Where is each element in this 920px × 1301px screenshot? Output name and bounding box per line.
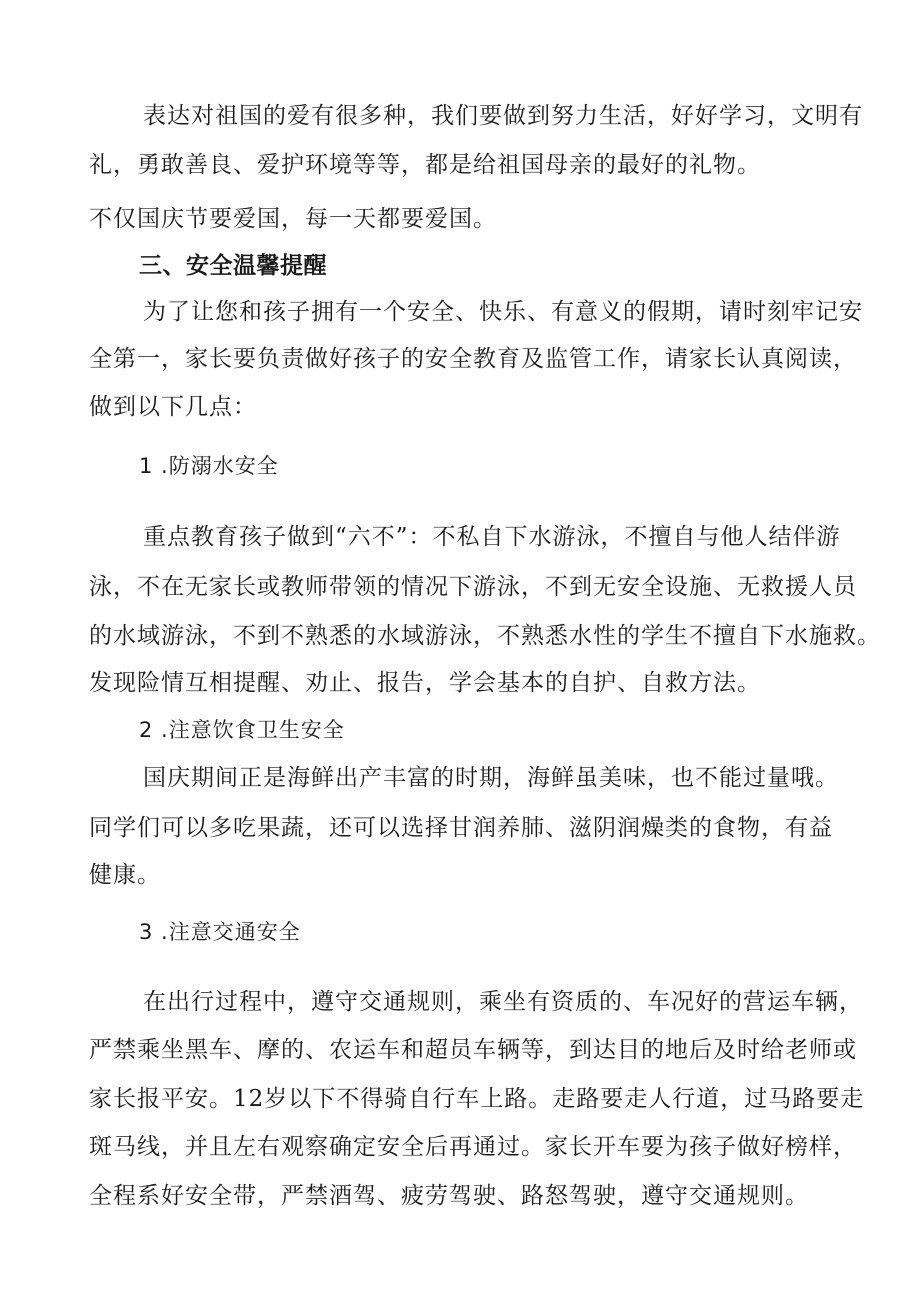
item-3-line-3: 家长报平安。12岁以下不得骑自行车上路。走路要走人行道，过马路要走 [89, 1086, 865, 1112]
section-intro-line-3: 做到以下几点： [89, 394, 257, 420]
intro-line-1: 表达对祖国的爱有很多种，我们要做到努力生活，好好学习，文明有 [143, 103, 863, 129]
section-intro-line-2: 全第一，家长要负责做好孩子的安全教育及监管工作，请家长认真阅读， [89, 346, 857, 372]
item-2-line-3: 健康。 [89, 862, 161, 888]
item-2-line-1: 国庆期间正是海鲜出产丰富的时期，海鲜虽美味，也不能过量哦。 [143, 765, 839, 791]
item-3-line-1: 在出行过程中，遵守交通规则，乘坐有资质的、车况好的营运车辆， [143, 989, 863, 1015]
intro-line-2: 礼，勇敢善良、爱护环境等等，都是给祖国母亲的最好的礼物。 [89, 152, 761, 178]
item-1-line-3: 的水域游泳，不到不熟悉的水域游泳，不熟悉水性的学生不擅自下水施救。 [89, 623, 881, 649]
item-1-line-1: 重点教育孩子做到“六不”：不私自下水游泳，不擅自与他人结伴游 [143, 524, 841, 550]
section-intro-line-1: 为了让您和孩子拥有一个安全、快乐、有意义的假期，请时刻牢记安 [143, 299, 863, 325]
item-3-line-5: 全程系好安全带，严禁酒驾、疲劳驾驶、路怒驾驶，遵守交通规则。 [89, 1183, 809, 1209]
section-heading: 三、安全温馨提醒 [139, 253, 327, 279]
patriot-line: 不仅国庆节要爱国，每一天都要爱国。 [89, 206, 497, 232]
item-2-title: 2 .注意饮食卫生安全 [139, 718, 345, 742]
item-1-title: 1 .防溺水安全 [139, 454, 279, 478]
item-1-line-4: 发现险情互相提醒、劝止、报告，学会基本的自护、自救方法。 [89, 670, 761, 696]
item-3-line-4: 斑马线，并且左右观察确定安全后再通过。家长开车要为孩子做好榜样， [89, 1134, 857, 1160]
item-3-title: 3 .注意交通安全 [139, 920, 301, 944]
item-3-line-2: 严禁乘坐黑车、摩的、农运车和超员车辆等，到达目的地后及时给老师或 [89, 1037, 857, 1063]
item-1-line-2: 泳，不在无家长或教师带领的情况下游泳，不到无安全设施、无救援人员 [89, 574, 857, 600]
item-2-line-2: 同学们可以多吃果蔬，还可以选择甘润养肺、滋阴润燥类的食物，有益 [89, 815, 833, 841]
